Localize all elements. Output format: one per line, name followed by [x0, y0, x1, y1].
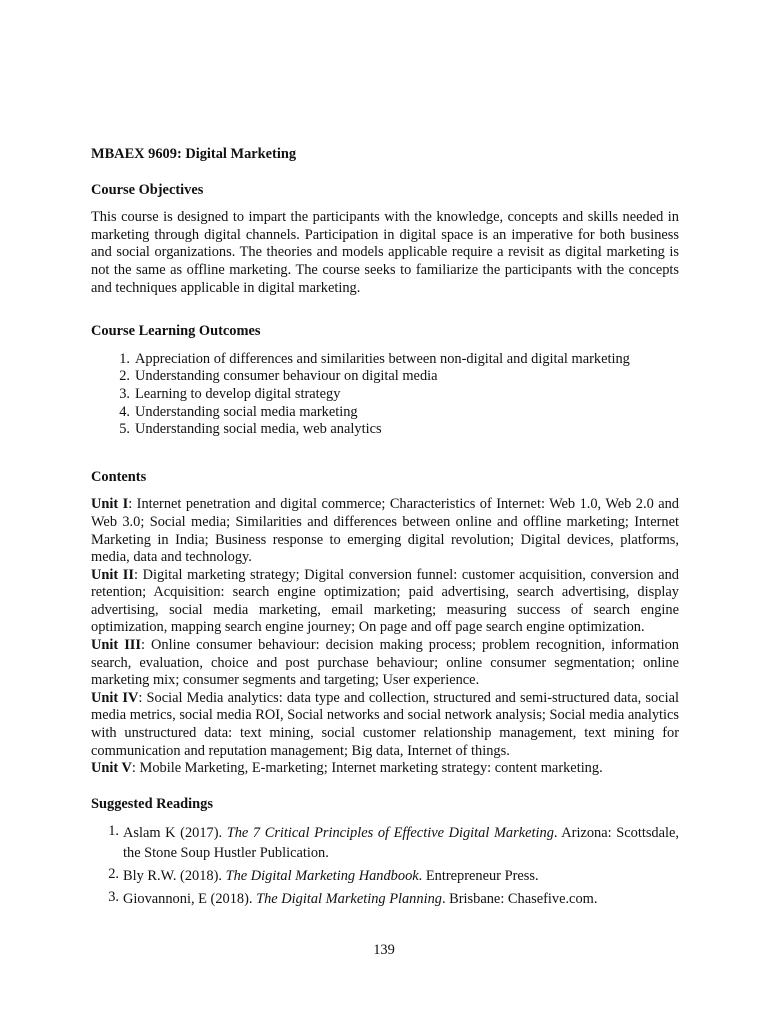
- unit-label: Unit II: [91, 566, 134, 583]
- reading-title: The 7 Critical Principles of Effective Digital Marketing: [226, 825, 554, 842]
- contents-section: [91, 469, 679, 778]
- outcomes-heading: Course Learning Outcomes: [91, 323, 261, 340]
- list-item-number: 2.: [119, 368, 130, 385]
- readings-section: [91, 796, 679, 910]
- course-title: MBAEX 9609: Digital Marketing: [91, 146, 297, 162]
- reading-title: The Digital Marketing Handbook: [225, 868, 419, 885]
- reading-publisher: . Arizona: Scottsdale, the Stone Soup Hustler Publication.: [123, 825, 679, 862]
- list-item-number: 5.: [119, 421, 130, 438]
- reading-title: The Digital Marketing Planning: [256, 891, 442, 908]
- unit-text: : Internet penetration and digital commerce; Characteristics of Internet: Web 1.0, Web 2.0 and Web 3.0; Social media; Similarities and differences between online and offline marketing; Internet Marketing in India; Business response to emerging digital revolution; Digital devices, platforms, media, data and technology.: [91, 496, 679, 566]
- list-item-text: [123, 866, 679, 886]
- reading-author: Aslam K (2017).: [123, 825, 227, 842]
- objectives-text: This course is designed to impart the participants with the knowledge, concepts and skills needed in marketing through digital channels. Participation in digital space is an imperative for both business and social organizations. The theories and models applicable require a revisit as digital marketing is not the same as offline marketing. The course seeks to familiarize the participants with the concepts and techniques applicable in digital marketing.: [91, 209, 679, 296]
- unit-text: : Mobile Marketing, E-marketing; Internet marketing strategy: content marketing.: [131, 760, 603, 777]
- list-item: [91, 421, 679, 439]
- list-item-text: Appreciation of differences and similarities between non-digital and digital marketing: [135, 350, 630, 367]
- list-item: [91, 351, 679, 369]
- list-item: [91, 368, 679, 386]
- unit-text: : Digital marketing strategy; Digital conversion funnel: customer acquisition, conversion and retention; Acquisition: search engine optimization; paid advertising, search advertising, display advertising, social media marketing, email marketing; measuring success of search engine optimization, mapping search engine journey; On page and off page search engine optimization.: [91, 566, 679, 636]
- reading-publisher: . Brisbane: Chasefive.com.: [441, 891, 598, 908]
- unit-label: Unit I: [91, 496, 129, 513]
- unit-label: Unit III: [91, 637, 141, 654]
- list-item: [91, 404, 679, 422]
- reading-author: Giovannoni, E (2018).: [123, 891, 257, 908]
- list-item: [91, 889, 679, 909]
- list-item-text: Understanding consumer behaviour on digital media: [135, 368, 438, 385]
- unit-paragraph: [91, 637, 679, 690]
- unit-paragraph: [91, 567, 679, 637]
- list-item-number: 4.: [119, 403, 130, 420]
- unit-paragraph: [91, 760, 679, 778]
- list-item-number: 2.: [108, 866, 119, 883]
- reading-author: Bly R.W. (2018).: [123, 868, 226, 885]
- unit-label: Unit IV: [91, 689, 139, 706]
- readings-heading: Suggested Readings: [91, 795, 213, 812]
- list-item: [91, 823, 679, 863]
- page-number: 139: [373, 942, 395, 958]
- list-item-number: 1.: [119, 350, 130, 367]
- reading-publisher: . Entrepreneur Press.: [418, 868, 539, 885]
- unit-text: : Online consumer behaviour: decision making process; problem recognition, information search, evaluation, choice and post purchase behaviour; online consumer segmentation; online marketing mix; consumer segments and targeting; User experience.: [91, 637, 679, 689]
- page-content: [91, 146, 679, 912]
- readings-list: [91, 823, 679, 909]
- contents-heading: Contents: [91, 468, 147, 485]
- objectives-heading: Course Objectives: [91, 181, 204, 198]
- list-item-text: Understanding social media marketing: [135, 403, 358, 420]
- unit-paragraph: [91, 496, 679, 566]
- unit-label: Unit V: [91, 760, 132, 777]
- list-item: [91, 386, 679, 404]
- unit-text: : Social Media analytics: data type and collection, structured and semi-structured data, social media metrics, social media ROI, Social networks and social network analysis; Social media analytics with unstructured data: text mining, social customer relationship management, text mining for communication and reputation management; Big data, Internet of things.: [91, 689, 679, 759]
- unit-paragraph: [91, 690, 679, 760]
- list-item-text: [123, 889, 679, 909]
- outcomes-list: [91, 351, 679, 439]
- list-item-text: [123, 823, 679, 863]
- list-item-number: 3.: [119, 385, 130, 402]
- list-item-number: 3.: [108, 889, 119, 906]
- list-item: [91, 866, 679, 886]
- outcomes-section: [91, 323, 679, 439]
- objectives-section: [91, 182, 679, 298]
- list-item-text: Understanding social media, web analytics: [135, 421, 382, 438]
- list-item-number: 1.: [108, 823, 119, 840]
- list-item-text: Learning to develop digital strategy: [135, 385, 341, 402]
